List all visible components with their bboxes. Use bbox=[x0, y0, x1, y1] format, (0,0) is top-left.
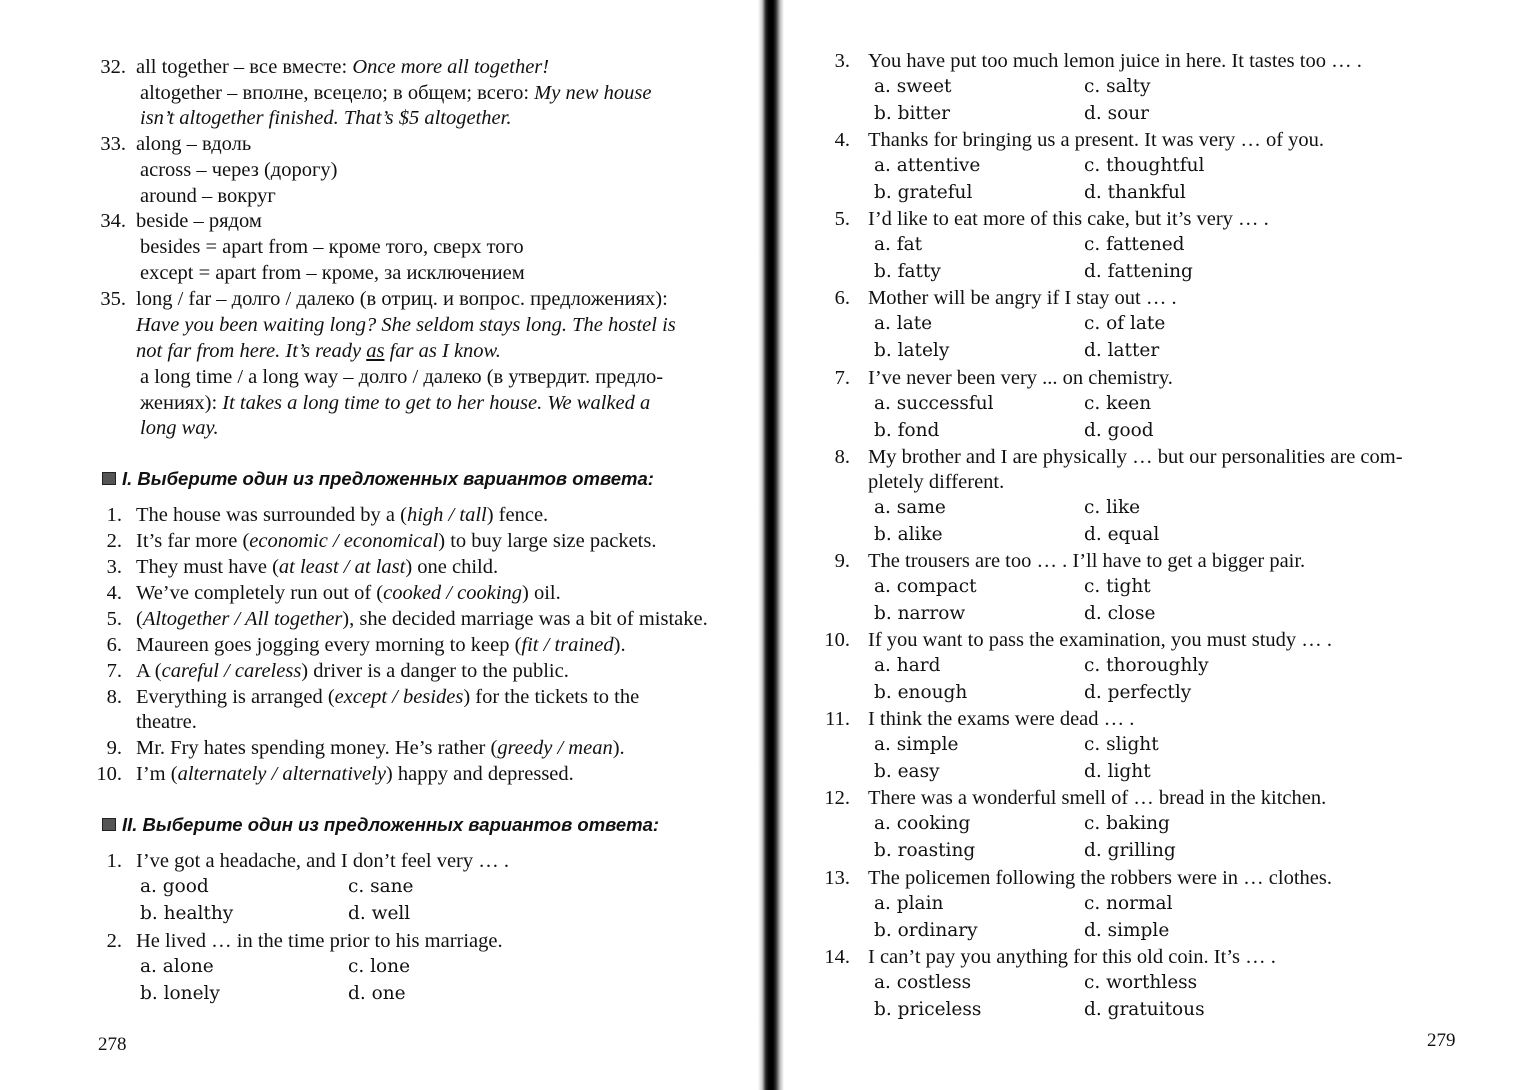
option-c: c. slight bbox=[1084, 734, 1159, 755]
item-text: Maureen goes jogging every morning to keep ( bbox=[136, 634, 522, 656]
item-choices: high / tall bbox=[406, 504, 487, 526]
option-d: d. perfectly bbox=[1084, 682, 1192, 703]
question-number: 12. bbox=[824, 787, 850, 809]
item-text: A ( bbox=[136, 660, 162, 682]
option-b: b. narrow bbox=[874, 603, 966, 624]
section-heading bbox=[102, 814, 659, 836]
option-d: d. well bbox=[348, 903, 411, 924]
question-text: Mother will be angry if I stay out … . bbox=[868, 287, 1177, 309]
option-c: c. sane bbox=[348, 876, 414, 897]
option-d: d. one bbox=[348, 983, 406, 1004]
question-text: I think the exams were dead … . bbox=[868, 708, 1135, 730]
option-a: a. successful bbox=[874, 393, 994, 414]
item-number: 10. bbox=[96, 763, 122, 785]
page-number: 279 bbox=[1427, 1030, 1456, 1051]
item-text: I’m ( bbox=[136, 763, 178, 785]
option-c: c. lone bbox=[348, 956, 411, 977]
vocab-text: altogether – вполне, всецело; в общем; всего: bbox=[140, 82, 535, 104]
option-b: b. priceless bbox=[874, 999, 982, 1020]
item-choices: economic / economical bbox=[249, 530, 439, 552]
option-b: b. alike bbox=[874, 524, 943, 545]
item-text: ). bbox=[613, 634, 626, 656]
item-text: They must have ( bbox=[136, 556, 279, 578]
item-text: ( bbox=[136, 608, 143, 630]
option-d: d. good bbox=[1084, 420, 1154, 441]
option-c: c. keen bbox=[1084, 393, 1152, 414]
vocab-line: across – через (дорогу) bbox=[140, 159, 338, 181]
item-text: ) happy and depressed. bbox=[385, 763, 574, 785]
option-a: a. same bbox=[874, 497, 946, 518]
option-d: d. grilling bbox=[1084, 840, 1176, 861]
vocab-line: except = apart from – кроме, за исключением bbox=[140, 262, 525, 284]
item-text: ) to buy large size packets. bbox=[438, 530, 657, 552]
option-a: a. good bbox=[140, 876, 209, 897]
item-text: Everything is arranged ( bbox=[136, 686, 335, 708]
question-text: Thanks for bringing us a present. It was very … of you. bbox=[868, 129, 1325, 151]
vocab-example: Once more all together! bbox=[352, 56, 550, 78]
vocab-example: My new house bbox=[534, 82, 652, 104]
question-text-continued: pletely different. bbox=[868, 471, 1005, 493]
vocab-line: along – вдоль bbox=[136, 133, 252, 155]
exercise-item bbox=[136, 607, 708, 631]
option-a: a. fat bbox=[874, 234, 923, 255]
item-text: ). bbox=[612, 737, 625, 759]
question-number: 14. bbox=[824, 946, 850, 968]
option-b: b. lonely bbox=[140, 983, 220, 1004]
question-number: 6. bbox=[834, 287, 850, 309]
vocab-line: long / far – долго / далеко (в отриц. и вопрос. предложениях): bbox=[136, 288, 668, 310]
question-text: The trousers are too … . I’ll have to get a bigger pair. bbox=[868, 550, 1306, 572]
exercise-item bbox=[136, 581, 561, 605]
item-number: 2. bbox=[106, 530, 122, 552]
item-text: ) one child. bbox=[405, 556, 499, 578]
item-choices: at least / at last bbox=[278, 556, 406, 578]
vocab-example: Have you been waiting long? She seldom stays long. The hostel is bbox=[136, 314, 676, 336]
question-text: I’ve got a headache, and I don’t feel very … . bbox=[136, 850, 510, 872]
option-c: c. normal bbox=[1084, 893, 1173, 914]
option-b: b. healthy bbox=[140, 903, 234, 924]
exercise-item bbox=[136, 555, 498, 579]
item-choices: careful / careless bbox=[161, 660, 302, 682]
vocab-example-part: not far from here. It’s ready bbox=[136, 340, 367, 362]
item-number: 3. bbox=[106, 556, 122, 578]
option-c: c. like bbox=[1084, 497, 1141, 518]
option-a: a. sweet bbox=[874, 76, 952, 97]
exercise-item bbox=[136, 762, 574, 786]
vocab-line: beside – рядом bbox=[136, 210, 262, 232]
exercise-item bbox=[136, 529, 656, 553]
exercise-item bbox=[136, 633, 626, 657]
option-b: b. lately bbox=[874, 340, 950, 361]
question-number: 7. bbox=[834, 367, 850, 389]
item-choices: cooked / cooking bbox=[383, 582, 523, 604]
question-number: 1. bbox=[106, 850, 122, 872]
page-number: 278 bbox=[98, 1034, 127, 1055]
option-c: c. of late bbox=[1084, 313, 1166, 334]
question-number: 9. bbox=[834, 550, 850, 572]
option-b: b. fond bbox=[874, 420, 940, 441]
vocab-example: long way. bbox=[140, 417, 219, 439]
vocab-line: a long time / a long way – долго / далеко (в утвердит. предло- bbox=[140, 366, 664, 388]
option-a: a. costless bbox=[874, 972, 972, 993]
book-spine bbox=[758, 0, 784, 1090]
exercise-item bbox=[136, 685, 639, 709]
option-c: c. salty bbox=[1084, 76, 1151, 97]
item-text: ) fence. bbox=[486, 504, 549, 526]
option-d: d. light bbox=[1084, 761, 1151, 782]
question-number: 8. bbox=[834, 446, 850, 468]
option-a: a. hard bbox=[874, 655, 941, 676]
entry-number: 34. bbox=[100, 210, 126, 232]
vocab-example: isn’t altogether finished. That’s $5 altogether. bbox=[140, 107, 512, 129]
vocab-line: around – вокруг bbox=[140, 185, 276, 207]
item-choices: Altogether / All together bbox=[142, 608, 343, 630]
item-text: theatre. bbox=[136, 711, 197, 733]
option-a: a. simple bbox=[874, 734, 959, 755]
option-d: d. thankful bbox=[1084, 182, 1186, 203]
vocab-line bbox=[140, 81, 651, 105]
item-number: 8. bbox=[106, 686, 122, 708]
question-number: 3. bbox=[834, 50, 850, 72]
entry-number: 33. bbox=[100, 133, 126, 155]
option-a: a. cooking bbox=[874, 813, 971, 834]
item-number: 4. bbox=[106, 582, 122, 604]
vocab-example-underlined: as bbox=[366, 340, 385, 362]
option-b: b. grateful bbox=[874, 182, 973, 203]
question-text: You have put too much lemon juice in here. It tastes too … . bbox=[868, 50, 1362, 72]
question-number: 2. bbox=[106, 930, 122, 952]
option-b: b. roasting bbox=[874, 840, 976, 861]
option-a: a. plain bbox=[874, 893, 944, 914]
item-number: 9. bbox=[106, 737, 122, 759]
exercise-item bbox=[136, 659, 569, 683]
right-page bbox=[782, 0, 1532, 1090]
option-a: a. alone bbox=[140, 956, 214, 977]
option-d: d. sour bbox=[1084, 103, 1149, 124]
square-bullet-icon bbox=[102, 472, 116, 485]
option-d: d. latter bbox=[1084, 340, 1160, 361]
square-bullet-icon bbox=[102, 818, 116, 831]
item-choices: fit / trained bbox=[521, 634, 614, 656]
exercise-item bbox=[136, 736, 625, 760]
vocab-line bbox=[140, 391, 650, 415]
question-number: 11. bbox=[825, 708, 850, 730]
vocab-text: all together – все вместе: bbox=[136, 56, 353, 78]
item-number: 5. bbox=[106, 608, 122, 630]
option-c: c. thoroughly bbox=[1084, 655, 1209, 676]
option-a: a. compact bbox=[874, 576, 977, 597]
vocab-example bbox=[136, 339, 501, 363]
item-number: 6. bbox=[106, 634, 122, 656]
option-d: d. simple bbox=[1084, 920, 1170, 941]
option-d: d. close bbox=[1084, 603, 1156, 624]
item-text: ) oil. bbox=[522, 582, 561, 604]
vocab-example: It takes a long time to get to her house. We walked a bbox=[222, 392, 651, 414]
question-number: 10. bbox=[824, 629, 850, 651]
vocab-text: жениях): bbox=[140, 392, 223, 414]
question-text: My brother and I are physically … but our personalities are com- bbox=[868, 446, 1403, 468]
question-number: 4. bbox=[834, 129, 850, 151]
section-title: I. Выберите один из предложенных вариантов ответа: bbox=[122, 468, 654, 489]
option-b: b. fatty bbox=[874, 261, 941, 282]
exercise-item bbox=[136, 503, 548, 527]
option-b: b. enough bbox=[874, 682, 968, 703]
question-text: I can’t pay you anything for this old coin. It’s … . bbox=[868, 946, 1276, 968]
option-a: a. late bbox=[874, 313, 933, 334]
item-choices: except / besides bbox=[334, 686, 464, 708]
item-text: Mr. Fry hates spending money. He’s rather ( bbox=[136, 737, 498, 759]
item-number: 1. bbox=[106, 504, 122, 526]
option-c: c. fattened bbox=[1084, 234, 1185, 255]
question-number: 5. bbox=[834, 208, 850, 230]
item-choices: alternately / alternatively bbox=[177, 763, 386, 785]
option-d: d. equal bbox=[1084, 524, 1160, 545]
vocab-line: besides = apart from – кроме того, сверх того bbox=[140, 236, 524, 258]
question-text: The policemen following the robbers were in … clothes. bbox=[868, 867, 1332, 889]
item-text: ) for the tickets to the bbox=[463, 686, 640, 708]
entry-number: 35. bbox=[100, 288, 126, 310]
section-heading bbox=[102, 468, 654, 490]
option-d: d. gratuitous bbox=[1084, 999, 1205, 1020]
item-text: The house was surrounded by a ( bbox=[136, 504, 407, 526]
item-number: 7. bbox=[106, 660, 122, 682]
question-text: There was a wonderful smell of … bread in the kitchen. bbox=[868, 787, 1327, 809]
item-text: ) driver is a danger to the public. bbox=[301, 660, 569, 682]
option-a: a. attentive bbox=[874, 155, 981, 176]
option-b: b. easy bbox=[874, 761, 940, 782]
option-b: b. ordinary bbox=[874, 920, 978, 941]
option-c: c. tight bbox=[1084, 576, 1151, 597]
question-text: If you want to pass the examination, you must study … . bbox=[868, 629, 1333, 651]
section-title: II. Выберите один из предложенных вариантов ответа: bbox=[122, 814, 660, 835]
left-page bbox=[0, 0, 760, 1090]
option-d: d. fattening bbox=[1084, 261, 1193, 282]
item-text: It’s far more ( bbox=[136, 530, 250, 552]
item-text: ), she decided marriage was a bit of mistake. bbox=[342, 608, 708, 630]
question-number: 13. bbox=[824, 867, 850, 889]
entry-number: 32. bbox=[100, 56, 126, 78]
vocab-example-part: far as I know. bbox=[384, 340, 501, 362]
option-b: b. bitter bbox=[874, 103, 951, 124]
question-text: I’d like to eat more of this cake, but it’s very … . bbox=[868, 208, 1269, 230]
option-c: c. thoughtful bbox=[1084, 155, 1205, 176]
item-text: We’ve completely run out of ( bbox=[136, 582, 384, 604]
option-c: c. baking bbox=[1084, 813, 1170, 834]
question-text: I’ve never been very ... on chemistry. bbox=[868, 367, 1173, 389]
exercise-item bbox=[136, 710, 197, 734]
item-choices: greedy / mean bbox=[497, 737, 613, 759]
option-c: c. worthless bbox=[1084, 972, 1198, 993]
question-text: He lived … in the time prior to his marriage. bbox=[136, 930, 503, 952]
vocab-line bbox=[136, 55, 549, 79]
